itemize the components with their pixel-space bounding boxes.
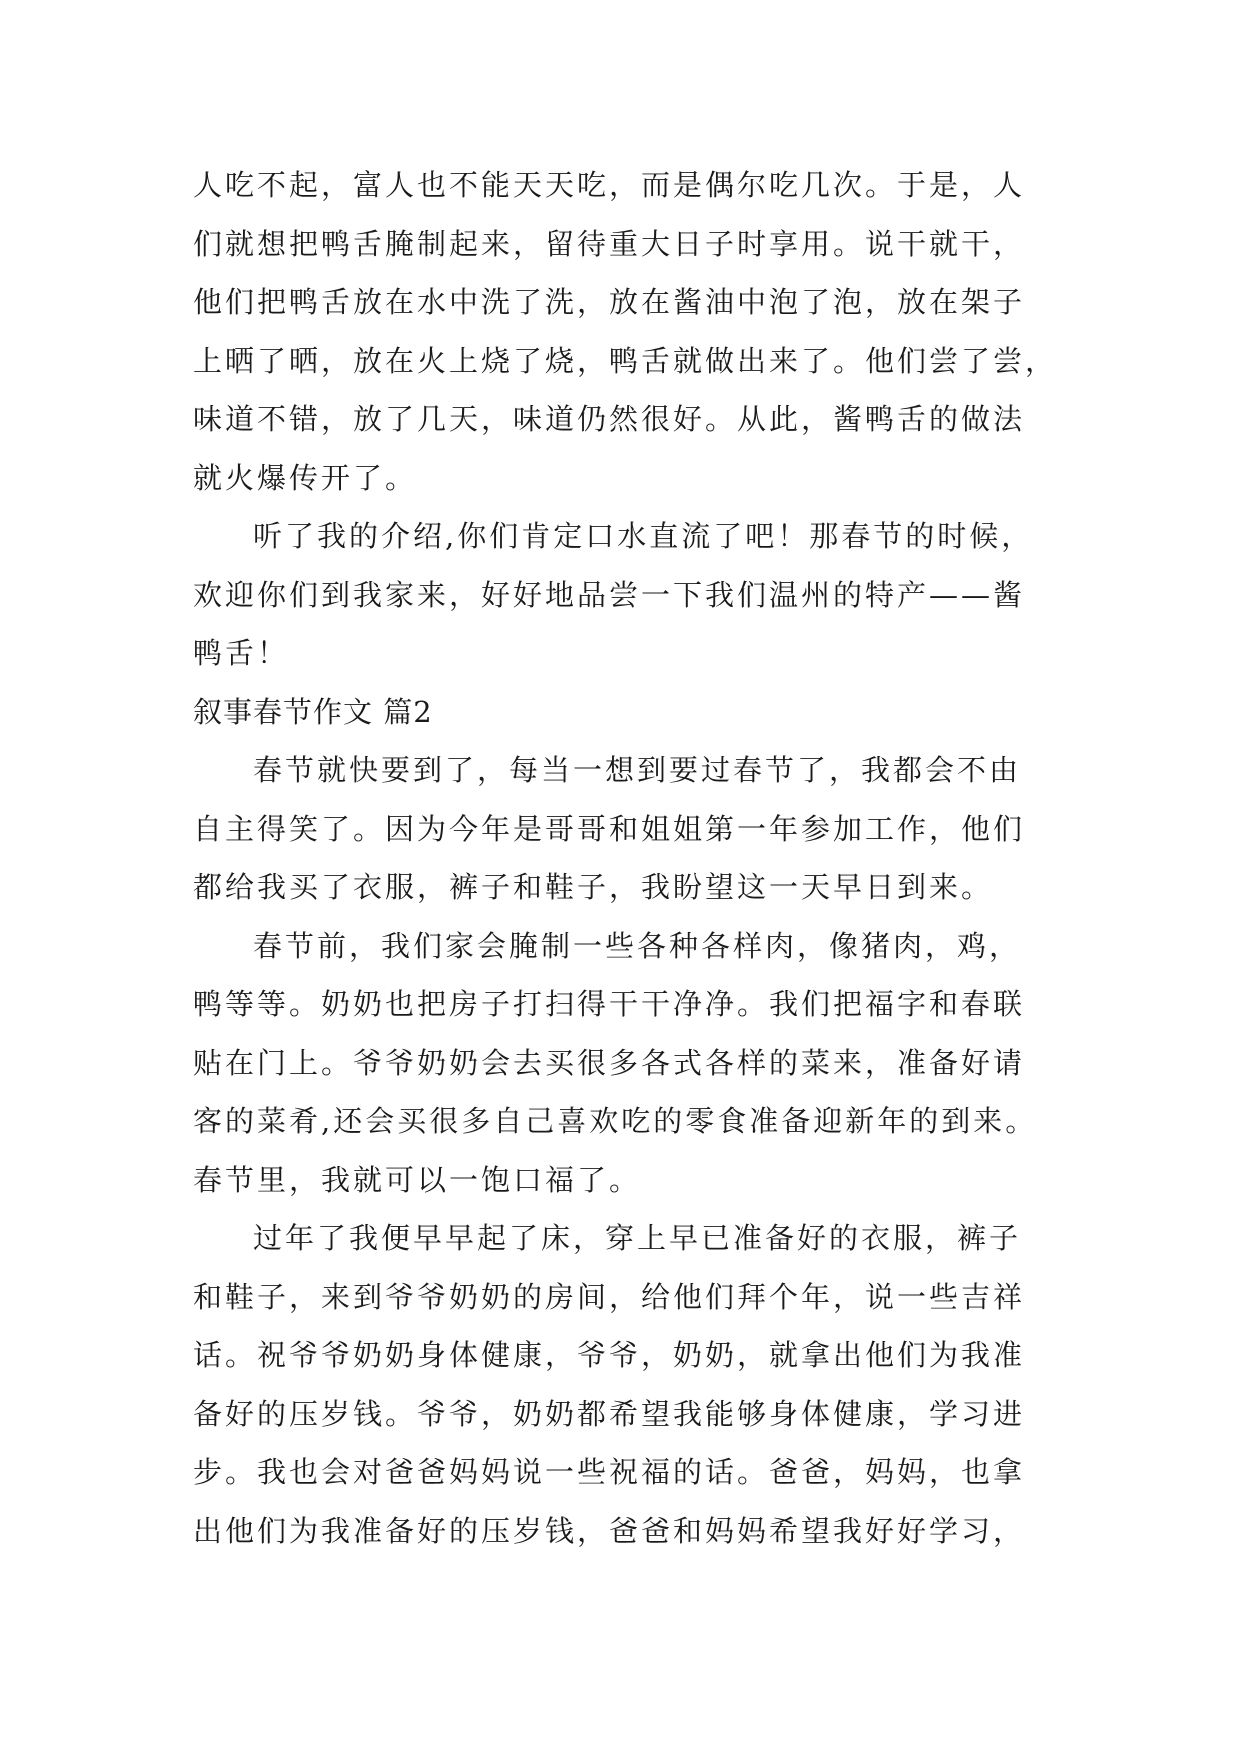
paragraph-first-line: 听了我的介绍,你们肯定口水直流了吧！那春节的时候， [253, 519, 1034, 553]
text-line: 味道不错，放了几天，味道仍然很好。从此，酱鸭舌的做法 [193, 402, 1026, 436]
paragraph-first-line: 春节就快要到了，每当一想到要过春节了，我都会不由 [253, 753, 1022, 787]
text-line: 们就想把鸭舌腌制起来，留待重大日子时享用。说干就干， [193, 227, 1026, 261]
text-line: 鸭舌！ [193, 636, 290, 670]
text-line: 就火爆传开了。 [193, 461, 418, 495]
text-line: 上晒了晒，放在火上烧了烧，鸭舌就做出来了。他们尝了尝， [193, 344, 1058, 378]
text-line: 客的菜肴,还会买很多自己喜欢吃的零食准备迎新年的到来。 [193, 1104, 1038, 1138]
text-line: 贴在门上。爷爷奶奶会去买很多各式各样的菜来，准备好请 [193, 1046, 1026, 1080]
text-line: 欢迎你们到我家来，好好地品尝一下我们温州的特产——酱 [193, 578, 1026, 612]
text-line: 出他们为我准备好的压岁钱，爸爸和妈妈希望我好好学习， [193, 1514, 1026, 1548]
text-line: 人吃不起，富人也不能天天吃，而是偶尔吃几次。于是，人 [193, 168, 1026, 202]
text-line: 鸭等等。奶奶也把房子打扫得干干净净。我们把福字和春联 [193, 987, 1026, 1021]
section-heading: 叙事春节作文 篇2 [193, 695, 433, 729]
text-line: 和鞋子，来到爷爷奶奶的房间，给他们拜个年，说一些吉祥 [193, 1280, 1026, 1314]
text-line: 备好的压岁钱。爷爷，奶奶都希望我能够身体健康，学习进 [193, 1397, 1026, 1431]
paragraph-first-line: 春节前，我们家会腌制一些各种各样肉，像猪肉，鸡， [253, 929, 1022, 963]
text-line: 步。我也会对爸爸妈妈说一些祝福的话。爸爸，妈妈，也拿 [193, 1455, 1026, 1489]
text-line: 自主得笑了。因为今年是哥哥和姐姐第一年参加工作，他们 [193, 812, 1026, 846]
text-line: 话。祝爷爷奶奶身体健康，爷爷，奶奶，就拿出他们为我准 [193, 1338, 1026, 1372]
text-line: 都给我买了衣服，裤子和鞋子，我盼望这一天早日到来。 [193, 870, 994, 904]
text-line: 春节里，我就可以一饱口福了。 [193, 1163, 642, 1197]
paragraph-first-line: 过年了我便早早起了床，穿上早已准备好的衣服，裤子 [253, 1221, 1022, 1255]
text-line: 他们把鸭舌放在水中洗了洗，放在酱油中泡了泡，放在架子 [193, 285, 1026, 319]
